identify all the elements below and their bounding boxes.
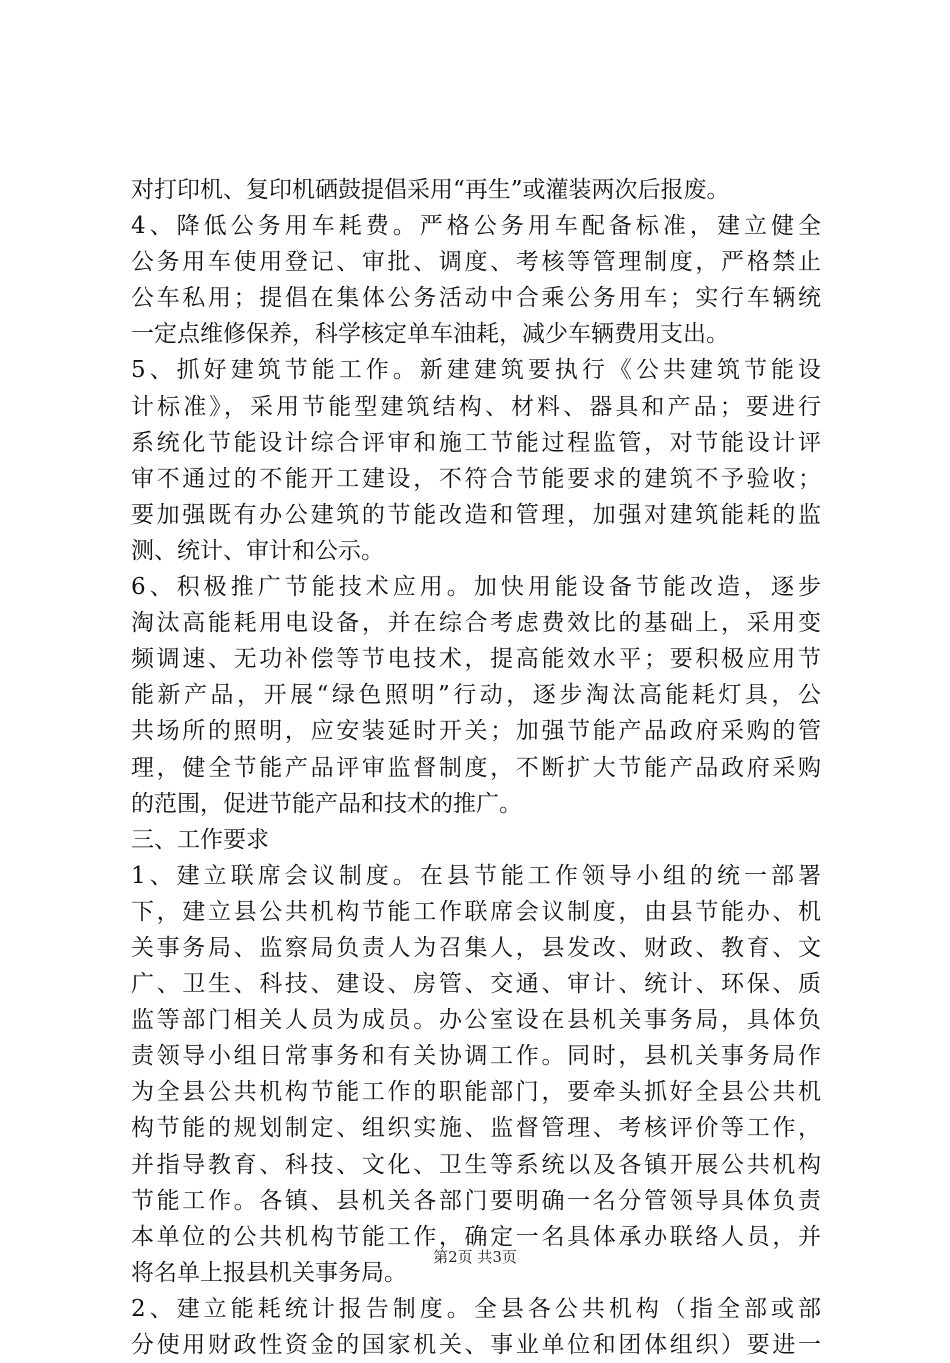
text-line: 下，建立县公共机构节能工作联席会议制度，由县节能办、机 [131, 898, 821, 925]
text-line: 频调速、无功补偿等节电技术，提高能效水平；要积极应用节 [131, 646, 821, 673]
text-line: 责领导小组日常事务和有关协调工作。同时，县机关事务局作 [131, 1043, 821, 1070]
text-line: 系统化节能设计综合评审和施工节能过程监管，对节能设计评 [131, 429, 821, 456]
text-line: 审不通过的不能开工建设，不符合节能要求的建筑不予验收； [131, 465, 821, 492]
text-line: 一定点维修保养，科学核定单车油耗，减少车辆费用支出。 [131, 321, 729, 348]
text-line: 淘汰高能耗用电设备，并在综合考虑费效比的基础上，采用变 [131, 610, 821, 637]
text-line: 将名单上报县机关事务局。 [131, 1259, 407, 1286]
text-line: 4、降低公务用车耗费。严格公务用车配备标准，建立健全 [131, 213, 821, 240]
text-line: 对打印机、复印机硒鼓提倡采用“再生”或灌装两次后报废。 [131, 177, 730, 203]
text-line: 公务用车使用登记、审批、调度、考核等管理制度，严格禁止 [131, 249, 821, 276]
text-line: 6、积极推广节能技术应用。加快用能设备节能改造，逐步 [131, 574, 821, 601]
text-line: 关事务局、监察局负责人为召集人，县发改、财政、教育、文 [131, 934, 821, 961]
text-line: 2、建立能耗统计报告制度。全县各公共机构（指全部或部 [131, 1295, 821, 1322]
text-line: 理，健全节能产品评审监督制度，不断扩大节能产品政府采购 [131, 754, 821, 781]
text-line: 公车私用；提倡在集体公务活动中合乘公务用车；实行车辆统 [131, 285, 821, 312]
text-line: 1、建立联席会议制度。在县节能工作领导小组的统一部署 [131, 862, 821, 889]
text-line: 三、工作要求 [131, 826, 269, 853]
page-footer: 第2页 共3页 [433, 1248, 517, 1266]
text-line: 计标准》，采用节能型建筑结构、材料、器具和产品；要进行 [131, 393, 821, 420]
text-line: 测、统计、审计和公示。 [131, 537, 384, 564]
text-line: 并指导教育、科技、文化、卫生等系统以及各镇开展公共机构 [131, 1151, 821, 1178]
text-line: 共场所的照明，应安装延时开关；加强节能产品政府采购的管 [131, 718, 821, 745]
text-line: 的范围，促进节能产品和技术的推广。 [131, 790, 522, 817]
text-line: 要加强既有办公建筑的节能改造和管理，加强对建筑能耗的监 [131, 501, 821, 528]
text-line: 为全县公共机构节能工作的职能部门，要牵头抓好全县公共机 [131, 1079, 821, 1106]
document-body [131, 172, 821, 1363]
text-line: 广、卫生、科技、建设、房管、交通、审计、统计、环保、质 [131, 971, 821, 998]
text-line: 节能工作。各镇、县机关各部门要明确一名分管领导具体负责 [131, 1187, 821, 1214]
text-line: 能新产品，开展“绿色照明”行动，逐步淘汰高能耗灯具，公 [131, 682, 821, 709]
text-line: 构节能的规划制定、组织实施、监督管理、考核评价等工作， [131, 1115, 821, 1142]
text-line: 监等部门相关人员为成员。办公室设在县机关事务局，具体负 [131, 1007, 821, 1034]
text-line: 本单位的公共机构节能工作，确定一名具体承办联络人员，并 [131, 1223, 821, 1250]
text-line: 分使用财政性资金的国家机关、事业单位和团体组织）要进一 [131, 1332, 821, 1358]
text-line: 5、抓好建筑节能工作。新建建筑要执行《公共建筑节能设 [131, 357, 821, 384]
